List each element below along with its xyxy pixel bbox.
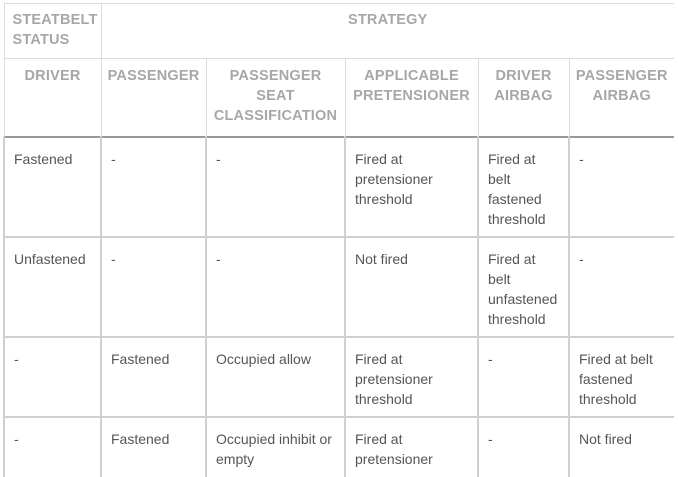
- cell-pretensioner: Fired at pretensioner threshold: [345, 337, 478, 417]
- seatbelt-strategy-table: [3, 3, 674, 477]
- table-row: [4, 417, 674, 477]
- col-header-driver: DRIVER: [4, 59, 101, 138]
- cell-seat-classification: -: [206, 137, 345, 237]
- cell-pretensioner: Fired at pretensioner threshold: [345, 137, 478, 237]
- col-header-passenger-airbag: PASSENGER AIRBAG: [569, 59, 674, 138]
- table-row: [4, 237, 674, 337]
- cell-pretensioner: Fired at pretensioner: [345, 417, 478, 477]
- cell-driver-airbag: -: [478, 337, 569, 417]
- strategy-group-header: STRATEGY: [101, 4, 674, 59]
- col-header-passenger-seat-classification: PASSENGER SEAT CLASSIFICATION: [206, 59, 345, 138]
- table-row: [4, 137, 674, 237]
- cell-driver: Unfastened: [4, 237, 101, 337]
- cell-driver-airbag: Fired at belt fastened threshold: [478, 137, 569, 237]
- col-header-driver-airbag: DRIVER AIRBAG: [478, 59, 569, 138]
- cell-driver-airbag: Fired at belt unfastened threshold: [478, 237, 569, 337]
- col-header-applicable-pretensioner: APPLICABLE PRETENSIONER: [345, 59, 478, 138]
- table-header: [4, 4, 674, 138]
- cell-seat-classification: -: [206, 237, 345, 337]
- cell-passenger: Fastened: [101, 417, 206, 477]
- seatbelt-status-group-header: STEATBELT STATUS: [4, 4, 101, 59]
- cell-passenger: -: [101, 237, 206, 337]
- cell-seat-classification: Occupied allow: [206, 337, 345, 417]
- cell-driver: -: [4, 337, 101, 417]
- header-column-row: [4, 59, 674, 138]
- table-row: [4, 337, 674, 417]
- cell-driver: Fastened: [4, 137, 101, 237]
- cell-driver: -: [4, 417, 101, 477]
- table-body: [4, 137, 674, 477]
- header-group-row: [4, 4, 674, 59]
- cell-pretensioner: Not fired: [345, 237, 478, 337]
- cell-driver-airbag: -: [478, 417, 569, 477]
- cell-passenger-airbag: Not fired: [569, 417, 674, 477]
- col-header-passenger: PASSENGER: [101, 59, 206, 138]
- cell-passenger-airbag: -: [569, 237, 674, 337]
- cell-passenger: Fastened: [101, 337, 206, 417]
- cell-seat-classification: Occupied inhibit or empty: [206, 417, 345, 477]
- strategy-table-container: [3, 3, 674, 477]
- cell-passenger-airbag: Fired at belt fastened threshold: [569, 337, 674, 417]
- cell-passenger: -: [101, 137, 206, 237]
- cell-passenger-airbag: -: [569, 137, 674, 237]
